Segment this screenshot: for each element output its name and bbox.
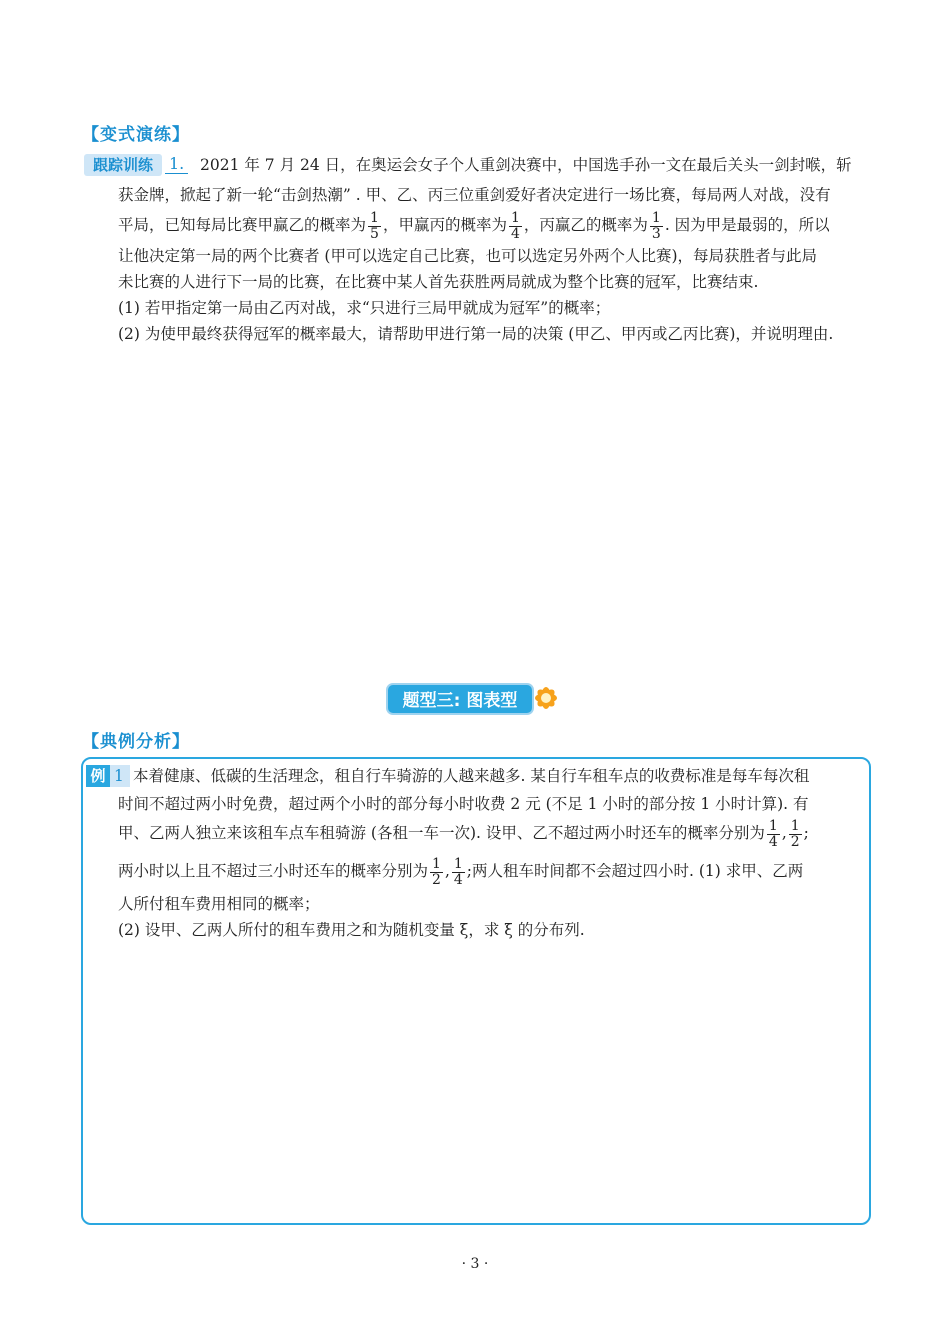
variant-heading: 【变式演练】 xyxy=(82,125,190,145)
text-segment: ，丙赢乙的概率为 xyxy=(523,216,648,234)
problem-line-2: 获金牌，掀起了新一轮“击剑热潮” . 甲、乙、丙三位重剑爱好者决定进行一场比赛，每局两人对战，没有 xyxy=(118,186,831,204)
example-line-3 xyxy=(118,816,809,850)
example-line-4 xyxy=(118,854,803,888)
denominator: 4 xyxy=(510,225,520,242)
example-line-2: 时间不超过两小时免费，超过两个小时的部分每小时收费 2 元 (不足 1 小时的部分按 1 小时计算). 有 xyxy=(118,795,809,813)
denominator: 4 xyxy=(453,871,463,888)
numerator: 1 xyxy=(768,817,778,834)
text-segment: 甲、乙两人独立来该租车点车租骑游 (各租一车一次). 设甲、乙不超过两小时还车的概率分别为 xyxy=(118,824,765,842)
denominator: 2 xyxy=(790,833,800,850)
text-segment: , xyxy=(444,862,450,880)
problem-number: 1. xyxy=(165,155,188,174)
text-segment: 平局，已知每局比赛甲赢乙的概率为 xyxy=(118,216,367,234)
fraction xyxy=(430,857,443,888)
numerator: 1 xyxy=(651,209,661,226)
example-line-1: 本着健康、低碳的生活理念，租自行车骑游的人越来越多. 某自行车租车点的收费标准是每车每次租 xyxy=(133,767,810,785)
question-1: (1) 若甲指定第一局由乙丙对战，求“只进行三局甲就成为冠军”的概率； xyxy=(118,299,611,317)
tracking-tag: 跟踪训练 xyxy=(84,154,162,176)
denominator: 4 xyxy=(768,833,778,850)
text-segment: ，甲赢丙的概率为 xyxy=(382,216,507,234)
denominator: 2 xyxy=(432,871,441,888)
fraction xyxy=(368,211,381,242)
denominator: 3 xyxy=(651,225,661,242)
numerator: 1 xyxy=(432,855,441,872)
fraction xyxy=(789,819,802,850)
example-line-5: 人所付租车费用相同的概率； xyxy=(118,895,320,913)
example-tag: 例 xyxy=(86,765,110,787)
question-2: (2) 为使甲最终获得冠军的概率最大，请帮助甲进行第一局的决策 (甲乙、甲丙或乙丙比赛)，并说明理由. xyxy=(118,325,834,343)
fraction xyxy=(767,819,780,850)
example-number: 1 xyxy=(114,767,124,785)
problem-line-1: 2021 年 7 月 24 日，在奥运会女子个人重剑决赛中，中国选手孙一文在最后关头一剑封喉，斩 xyxy=(200,156,852,174)
example-heading: 【典例分析】 xyxy=(82,732,190,752)
text-segment: ;两人租车时间都不会超过四小时. (1) 求甲、乙两 xyxy=(466,862,804,880)
denominator: 5 xyxy=(370,225,379,242)
numerator: 1 xyxy=(370,209,379,226)
page-number: · 3 · xyxy=(461,1256,489,1272)
numerator: 1 xyxy=(453,855,463,872)
numerator: 1 xyxy=(510,209,520,226)
text-segment: , xyxy=(781,824,787,842)
text-segment: ; xyxy=(803,824,809,842)
problem-line-3 xyxy=(118,208,830,242)
flower-icon xyxy=(528,680,564,716)
fraction xyxy=(509,211,522,242)
numerator: 1 xyxy=(790,817,800,834)
problem-line-4: 让他决定第一局的两个比赛者 (甲可以选定自己比赛，也可以选定另外两个人比赛)，每局获胜者与此局 xyxy=(118,247,818,265)
fraction xyxy=(452,857,465,888)
question-type-banner: 题型三: 图表型 xyxy=(386,683,534,715)
text-segment: 两小时以上且不超过三小时还车的概率分别为 xyxy=(118,862,429,880)
text-segment: . 因为甲是最弱的，所以 xyxy=(664,216,830,234)
problem-line-5: 未比赛的人进行下一局的比赛，在比赛中某人首先获胜两局就成为整个比赛的冠军，比赛结束. xyxy=(118,273,759,291)
example-question-2: (2) 设甲、乙两人所付的租车费用之和为随机变量 ξ，求 ξ 的分布列. xyxy=(118,921,585,939)
fraction xyxy=(650,211,663,242)
